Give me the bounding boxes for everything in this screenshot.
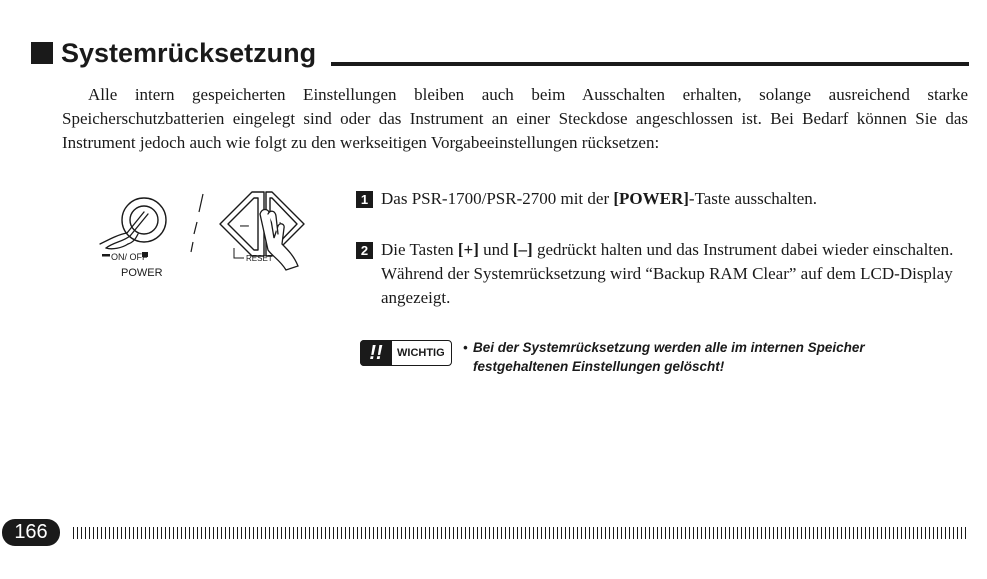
minus-key-label: [–] bbox=[512, 240, 533, 259]
heading-rule bbox=[331, 62, 969, 66]
intro-paragraph: Alle intern gespeicherten Einstellungen bleiben auch beim Ausschalten erhalten, solange ausreichend starke Speicherschutzbatterien eingelegt sind oder das Instrument an einer Steckdose angeschlossen ist. Bei Bedarf können Sie das Instrument jedoch auch wie folgt zu den werkseitigen Vorgabeeinstellungen rücksetzen: bbox=[62, 85, 968, 152]
step-2-text bbox=[381, 238, 966, 310]
step-2-post: gedrückt halten und das Instrument dabei wieder einschalten. Während der Systemrücksetzung wird “Backup RAM Clear” auf dem LCD-Display angezeigt. bbox=[381, 240, 954, 307]
warning-text: Bei der Systemrücksetzung werden alle im internen Speicher festgehaltenen Einstellungen gelöscht! bbox=[473, 340, 865, 374]
power-label: POWER bbox=[121, 267, 163, 279]
step-number-1: 1 bbox=[356, 191, 373, 208]
exclamation-icon: !! bbox=[360, 340, 392, 366]
step-1-text bbox=[381, 187, 956, 211]
step-1-pre: Das PSR-1700/PSR-2700 mit der bbox=[381, 189, 614, 208]
footer-tick-rule bbox=[73, 527, 969, 539]
step-1 bbox=[356, 187, 956, 211]
step-2-mid: und bbox=[478, 240, 513, 259]
section-heading bbox=[31, 38, 969, 72]
step-number-2: 2 bbox=[356, 242, 373, 259]
warning-badge bbox=[360, 340, 452, 366]
reset-label: RESET bbox=[246, 254, 273, 263]
power-key-label: [POWER] bbox=[613, 189, 689, 208]
power-button-icon bbox=[122, 198, 166, 242]
reset-bracket bbox=[234, 248, 244, 258]
step-2-pre: Die Tasten bbox=[381, 240, 458, 259]
heading-square-icon bbox=[31, 42, 53, 64]
plus-key-label: [+] bbox=[457, 240, 479, 259]
onoff-label: ON/ OFF bbox=[111, 252, 148, 262]
warning-note bbox=[360, 340, 960, 380]
reset-illustration bbox=[92, 186, 328, 281]
warning-bullet: • bbox=[463, 340, 468, 355]
minus-label: – bbox=[240, 217, 249, 234]
step-1-post: -Taste ausschalten. bbox=[688, 189, 818, 208]
page-number: 166 bbox=[2, 519, 60, 546]
page-title: Systemrücksetzung bbox=[61, 38, 317, 68]
step-2 bbox=[356, 238, 966, 310]
warning-label: WICHTIG bbox=[397, 347, 445, 359]
on-mark-icon bbox=[102, 254, 110, 257]
separator-marks bbox=[191, 194, 203, 252]
illustration-svg bbox=[92, 186, 328, 281]
